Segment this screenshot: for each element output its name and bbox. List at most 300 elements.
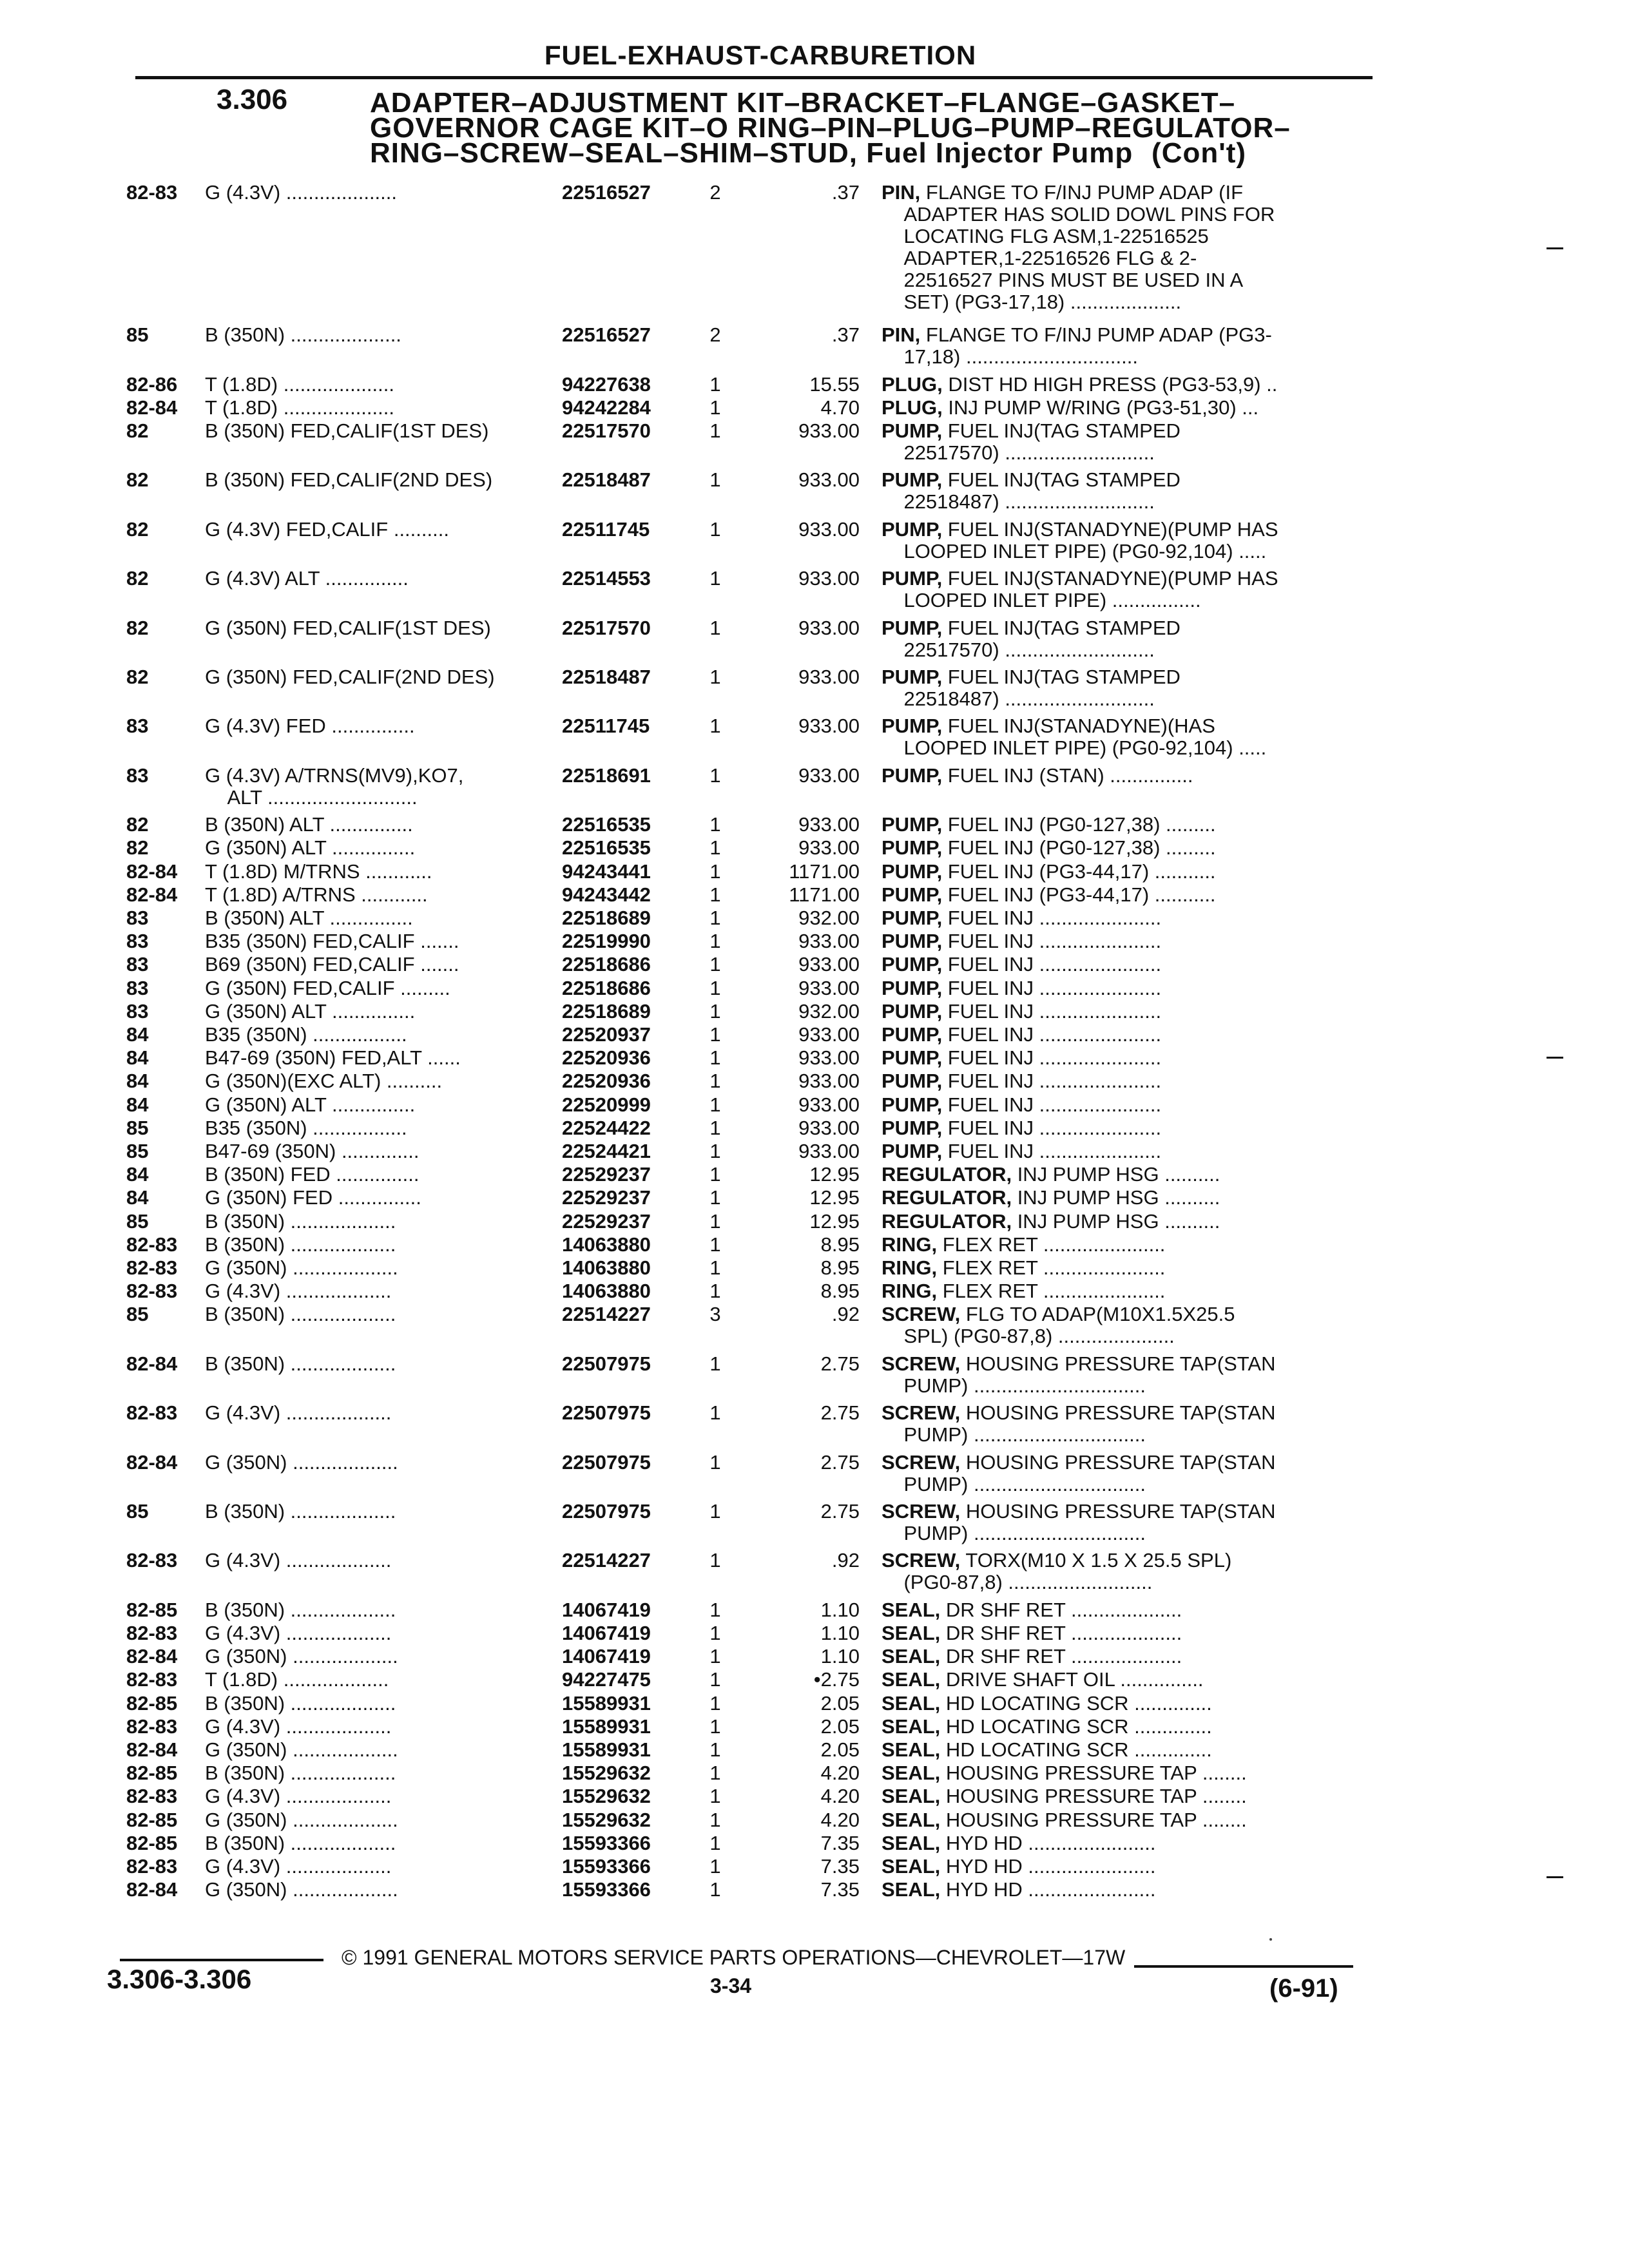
row-quantity: 1 — [709, 1549, 721, 1572]
row-description-text: FUEL INJ ...................... — [942, 1047, 1162, 1070]
row-description-name: RING, — [882, 1280, 938, 1303]
row-part-number: 22514227 — [562, 1549, 651, 1572]
row-description — [882, 884, 1352, 906]
row-year: 84 — [126, 1186, 149, 1209]
row-description-text: FUEL INJ ...................... — [942, 977, 1162, 999]
row-quantity: 1 — [709, 907, 721, 929]
section-number: 3.306 — [217, 84, 288, 115]
row-description-name: PUMP, — [882, 1093, 943, 1116]
row-description-text: FUEL INJ(STANADYNE)(HAS LOOPED INLET PIPE) (PG0-92,104) ..... — [903, 715, 1267, 760]
row-description — [882, 1599, 1352, 1621]
row-price: 932.00 — [798, 907, 860, 929]
row-description-name: SEAL, — [882, 1762, 941, 1785]
row-part-number: 22518686 — [562, 976, 651, 999]
row-year: 82-86 — [126, 372, 178, 396]
row-description-name: PUMP, — [882, 907, 943, 929]
row-model: G (4.3V) ................... — [205, 1550, 392, 1572]
row-year: 82-84 — [126, 396, 178, 419]
row-description-text: HYD HD ....................... — [940, 1856, 1156, 1878]
row-year: 82-83 — [126, 1401, 178, 1425]
row-price: .92 — [831, 1303, 860, 1326]
row-year: 83 — [126, 999, 149, 1023]
row-price: 15.55 — [809, 372, 860, 396]
row-description-name: SEAL, — [882, 1669, 941, 1691]
row-description — [882, 1693, 1352, 1715]
row-year: 82-83 — [126, 181, 178, 204]
row-model: B (350N) ................... — [205, 1233, 396, 1256]
row-description-name: SCREW, — [882, 1352, 961, 1375]
row-part-number: 22520937 — [562, 1023, 651, 1046]
footer-section-range: 3.306-3.306 — [107, 1964, 252, 1994]
row-model: G (4.3V) ................... — [205, 1715, 392, 1738]
row-part-number: 14063880 — [562, 1256, 651, 1279]
row-price: 12.95 — [809, 1209, 860, 1233]
row-part-number: 22516535 — [562, 813, 651, 836]
page-header-title: FUEL-EXHAUST-CARBURETION — [544, 40, 977, 70]
row-description-text: HYD HD ....................... — [940, 1879, 1156, 1901]
row-description-name: PUMP, — [882, 1047, 943, 1070]
row-price: 1171.00 — [789, 883, 860, 906]
row-part-number: 22520999 — [562, 1093, 651, 1116]
row-model: B47-69 (350N) .............. — [205, 1140, 419, 1162]
row-quantity: 1 — [709, 883, 721, 906]
row-price: 933.00 — [798, 1140, 860, 1162]
row-part-number: 22511745 — [562, 715, 650, 738]
row-price: 2.75 — [820, 1450, 860, 1474]
row-description — [882, 519, 1352, 562]
row-description-text: INJ PUMP HSG .......... — [1012, 1187, 1220, 1209]
edge-mark — [1547, 1057, 1563, 1059]
row-description — [882, 1879, 1352, 1901]
row-model: B (350N) ................... — [205, 1501, 396, 1523]
row-price: 933.00 — [798, 1070, 860, 1093]
row-description — [882, 1832, 1352, 1854]
row-price: 1.10 — [820, 1622, 860, 1644]
row-model: G (4.3V) .................... — [205, 182, 398, 204]
row-description-name: PIN, — [882, 324, 921, 347]
row-year: 82-83 — [126, 1233, 178, 1256]
row-quantity: 1 — [709, 1116, 721, 1139]
row-part-number: 94227638 — [562, 372, 651, 396]
row-description-text: FUEL INJ (PG3-44,17) ........... — [942, 883, 1216, 906]
row-part-number: 15593366 — [562, 1878, 651, 1901]
row-description-text: FUEL INJ ...................... — [942, 1000, 1162, 1023]
row-year: 85 — [126, 1500, 149, 1523]
row-part-number: 15529632 — [562, 1762, 651, 1785]
row-part-number: 22516527 — [562, 323, 651, 347]
row-quantity: 1 — [709, 860, 721, 883]
row-model: G (4.3V) FED,CALIF .......... — [205, 518, 449, 541]
row-description — [882, 1187, 1352, 1209]
row-model: G (350N) ALT ............... — [205, 1093, 416, 1116]
row-model: G (350N) FED,CALIF ......... — [205, 977, 450, 999]
row-description-text: HOUSING PRESSURE TAP ........ — [940, 1785, 1247, 1808]
row-description — [882, 1024, 1352, 1046]
row-description — [882, 1211, 1352, 1233]
row-description — [882, 1716, 1352, 1738]
row-model: B35 (350N) FED,CALIF ....... — [205, 930, 459, 953]
row-price: 4.20 — [820, 1785, 860, 1808]
row-part-number: 15593366 — [562, 1855, 651, 1878]
row-description — [882, 420, 1352, 464]
row-part-number: 22511745 — [562, 517, 650, 541]
row-part-number: 22520936 — [562, 1046, 651, 1070]
row-description-name: PUMP, — [882, 1117, 943, 1139]
row-description-text: FUEL INJ(STANADYNE)(PUMP HAS LOOPED INLET PIPE) ................ — [903, 568, 1278, 612]
row-model: B69 (350N) FED,CALIF ....... — [205, 954, 459, 976]
row-description-text: FUEL INJ (STAN) ............... — [942, 764, 1193, 787]
row-year: 82 — [126, 666, 149, 688]
row-description — [882, 977, 1352, 999]
row-year: 82 — [126, 813, 149, 836]
row-price: 12.95 — [809, 1163, 860, 1186]
row-year: 85 — [126, 1209, 149, 1233]
row-quantity: 1 — [709, 1668, 721, 1691]
row-year: 84 — [126, 1070, 149, 1093]
row-description-name: PUMP, — [882, 1140, 943, 1162]
row-price: 8.95 — [820, 1280, 860, 1303]
row-model: T (1.8D) .................... — [205, 373, 394, 396]
row-description-text: HOUSING PRESSURE TAP(STAN PUMP) ............................... — [903, 1352, 1276, 1397]
row-price: 933.00 — [798, 517, 860, 541]
row-description-name: PIN, — [882, 182, 921, 204]
row-year: 82-85 — [126, 1762, 178, 1785]
row-price: 12.95 — [809, 1186, 860, 1209]
row-description — [882, 1047, 1352, 1069]
row-model: T (1.8D) M/TRNS ............ — [205, 860, 432, 883]
row-description-text: FUEL INJ(TAG STAMPED 22518487) ........................... — [903, 666, 1181, 710]
row-description-text: INJ PUMP W/RING (PG3-51,30) ... — [942, 396, 1259, 419]
row-part-number: 22520936 — [562, 1070, 651, 1093]
row-description-name: SEAL, — [882, 1832, 941, 1854]
row-year: 83 — [126, 907, 149, 929]
row-year: 82-84 — [126, 1450, 178, 1474]
row-description-text: HOUSING PRESSURE TAP(STAN PUMP) ............................... — [903, 1501, 1276, 1544]
row-year: 82-84 — [126, 1645, 178, 1668]
row-price: 933.00 — [798, 1093, 860, 1116]
row-quantity: 1 — [709, 1762, 721, 1785]
row-description — [882, 1303, 1352, 1347]
row-description-name: SCREW, — [882, 1501, 961, 1523]
row-description-name: PUMP, — [882, 715, 943, 738]
row-quantity: 1 — [709, 715, 721, 738]
row-description — [882, 1094, 1352, 1116]
row-description — [882, 1646, 1352, 1667]
row-model: G (350N) FED,CALIF(2ND DES) — [205, 666, 495, 688]
row-part-number: 22518487 — [562, 468, 651, 492]
row-model: B (350N) FED,CALIF(2ND DES) — [205, 469, 493, 492]
row-model: G (350N) ................... — [205, 1739, 398, 1761]
row-part-number: 15589931 — [562, 1691, 651, 1715]
row-description-name: PUMP, — [882, 1024, 943, 1046]
row-model: B (350N) ALT ............... — [205, 907, 413, 929]
row-description-text: FUEL INJ ...................... — [942, 1024, 1162, 1046]
row-description-text: FUEL INJ (PG3-44,17) ........... — [942, 860, 1216, 883]
row-model: B (350N) ................... — [205, 1303, 396, 1326]
row-description-name: SEAL, — [882, 1879, 941, 1901]
row-description-name: PUMP, — [882, 568, 943, 590]
row-description-text: DR SHF RET .................... — [940, 1622, 1182, 1644]
row-year: 82 — [126, 517, 149, 541]
row-description-name: PUMP, — [882, 860, 943, 883]
row-part-number: 14067419 — [562, 1622, 651, 1644]
row-description-name: PUMP, — [882, 666, 943, 688]
row-part-number: 15593366 — [562, 1831, 651, 1854]
row-description — [882, 568, 1352, 611]
row-part-number: 22518686 — [562, 953, 651, 976]
row-price: 933.00 — [798, 976, 860, 999]
row-quantity: 1 — [709, 999, 721, 1023]
row-description-name: REGULATOR, — [882, 1210, 1012, 1233]
row-model: G (4.3V) ................... — [205, 1622, 392, 1644]
row-price: 7.35 — [820, 1831, 860, 1854]
row-description — [882, 1001, 1352, 1023]
row-description-text: FUEL INJ ...................... — [942, 930, 1162, 953]
row-part-number: 22517570 — [562, 616, 651, 639]
row-part-number: 22529237 — [562, 1209, 651, 1233]
row-description — [882, 324, 1352, 368]
row-description-name: SCREW, — [882, 1402, 961, 1425]
row-year: 85 — [126, 323, 149, 347]
row-quantity: 1 — [709, 419, 721, 442]
row-part-number: 15529632 — [562, 1808, 651, 1831]
row-quantity: 1 — [709, 1500, 721, 1523]
row-price: .92 — [831, 1549, 860, 1572]
row-year: 82-83 — [126, 1855, 178, 1878]
row-part-number: 22518689 — [562, 907, 651, 929]
row-part-number: 94243441 — [562, 860, 651, 883]
row-price: 933.00 — [798, 1046, 860, 1070]
row-quantity: 1 — [709, 1233, 721, 1256]
row-part-number: 22507975 — [562, 1450, 651, 1474]
row-part-number: 22516527 — [562, 181, 651, 204]
row-description — [882, 469, 1352, 513]
row-year: 82-83 — [126, 1549, 178, 1572]
row-price: 933.00 — [798, 419, 860, 442]
row-year: 83 — [126, 976, 149, 999]
row-quantity: 1 — [709, 1738, 721, 1761]
row-description-name: PUMP, — [882, 954, 943, 976]
row-quantity: 1 — [709, 1598, 721, 1621]
row-description-text: HOUSING PRESSURE TAP(STAN PUMP) ............................... — [903, 1402, 1276, 1446]
row-quantity: 1 — [709, 1163, 721, 1186]
row-quantity: 1 — [709, 953, 721, 976]
row-part-number: 22518691 — [562, 764, 651, 787]
row-model: G (4.3V) ................... — [205, 1856, 392, 1878]
row-quantity: 1 — [709, 396, 721, 419]
row-description-name: SEAL, — [882, 1646, 941, 1668]
row-price: 2.75 — [820, 1500, 860, 1523]
row-quantity: 1 — [709, 1808, 721, 1831]
row-description-name: PUMP, — [882, 1000, 943, 1023]
row-description-name: SEAL, — [882, 1599, 941, 1621]
row-quantity: 2 — [709, 181, 721, 204]
row-price: 8.95 — [820, 1233, 860, 1256]
row-year: 82 — [126, 468, 149, 492]
row-quantity: 1 — [709, 1715, 721, 1738]
row-description-name: PUMP, — [882, 930, 943, 953]
row-description — [882, 1280, 1352, 1302]
row-description — [882, 397, 1352, 419]
row-model: B (350N) FED ............... — [205, 1164, 419, 1186]
row-part-number: 22514553 — [562, 567, 651, 590]
row-description-name: PUMP, — [882, 764, 943, 787]
row-part-number: 22518689 — [562, 999, 651, 1023]
footer-page-number: 3-34 — [710, 1974, 752, 1997]
row-quantity: 1 — [709, 1691, 721, 1715]
row-price: 933.00 — [798, 616, 860, 639]
section-title — [370, 87, 1362, 169]
row-price: 933.00 — [798, 1116, 860, 1139]
row-quantity: 1 — [709, 1256, 721, 1279]
row-year: 83 — [126, 764, 149, 787]
row-description-text: DR SHF RET .................... — [940, 1599, 1182, 1621]
row-description-text: FUEL INJ ...................... — [942, 1140, 1162, 1162]
row-description-text: FUEL INJ(STANADYNE)(PUMP HAS LOOPED INLET PIPE) (PG0-92,104) ..... — [903, 518, 1278, 562]
row-description-text: FLEX RET ...................... — [937, 1257, 1166, 1279]
footer-date: (6-91) — [1269, 1974, 1338, 2003]
row-part-number: 14067419 — [562, 1598, 651, 1621]
row-quantity: 1 — [709, 1622, 721, 1644]
row-quantity: 1 — [709, 372, 721, 396]
row-part-number: 15589931 — [562, 1738, 651, 1761]
row-price: .37 — [831, 323, 860, 347]
row-year: 82-83 — [126, 1256, 178, 1279]
row-description-text: HD LOCATING SCR .............. — [940, 1715, 1212, 1738]
row-description-name: PLUG, — [882, 373, 943, 396]
row-description-name: PUMP, — [882, 1070, 943, 1093]
row-quantity: 1 — [709, 836, 721, 860]
row-description — [882, 1140, 1352, 1162]
row-description-name: PLUG, — [882, 396, 943, 419]
row-description-text: INJ PUMP HSG .......... — [1012, 1210, 1220, 1233]
row-part-number: 15529632 — [562, 1785, 651, 1808]
row-model: G (350N) FED ............... — [205, 1187, 421, 1209]
row-year: 82-85 — [126, 1831, 178, 1854]
row-part-number: 22507975 — [562, 1401, 651, 1425]
row-year: 82-83 — [126, 1715, 178, 1738]
row-part-number: 15589931 — [562, 1715, 651, 1738]
row-description-name: SEAL, — [882, 1785, 941, 1808]
row-description-name: SCREW, — [882, 1550, 961, 1572]
row-model: B (350N) ................... — [205, 1832, 396, 1854]
row-model: B (350N) FED,CALIF(1ST DES) — [205, 420, 489, 442]
row-model: G (350N) ................... — [205, 1809, 398, 1831]
row-price: 2.05 — [820, 1715, 860, 1738]
row-price: 4.20 — [820, 1762, 860, 1785]
row-description — [882, 1402, 1352, 1446]
row-quantity: 1 — [709, 567, 721, 590]
row-description-text: HOUSING PRESSURE TAP ........ — [940, 1762, 1247, 1785]
row-description — [882, 1622, 1352, 1644]
row-description-name: SEAL, — [882, 1856, 941, 1878]
row-price: 1171.00 — [789, 860, 860, 883]
row-year: 85 — [126, 1303, 149, 1326]
row-year: 85 — [126, 1140, 149, 1162]
row-quantity: 1 — [709, 1186, 721, 1209]
row-part-number: 22519990 — [562, 930, 651, 953]
row-quantity: 1 — [709, 1209, 721, 1233]
row-price: 933.00 — [798, 953, 860, 976]
row-year: 82-85 — [126, 1598, 178, 1621]
row-description — [882, 666, 1352, 710]
row-part-number: 14063880 — [562, 1280, 651, 1303]
row-description — [882, 617, 1352, 661]
row-model: B47-69 (350N) FED,ALT ...... — [205, 1047, 461, 1070]
row-year: 83 — [126, 953, 149, 976]
row-quantity: 1 — [709, 1401, 721, 1425]
row-quantity: 1 — [709, 666, 721, 688]
row-description-name: PUMP, — [882, 814, 943, 836]
row-model: G (4.3V) ALT ............... — [205, 568, 409, 590]
row-year: 82-85 — [126, 1691, 178, 1715]
row-year: 82 — [126, 616, 149, 639]
row-quantity: 1 — [709, 1070, 721, 1093]
row-year: 82-84 — [126, 1738, 178, 1761]
row-model: G (350N)(EXC ALT) .......... — [205, 1070, 443, 1093]
row-model: B (350N) ................... — [205, 1599, 396, 1621]
row-description-name: SEAL, — [882, 1622, 941, 1644]
row-quantity: 1 — [709, 1878, 721, 1901]
row-description-name: SEAL, — [882, 1739, 941, 1761]
row-description-text: FUEL INJ(TAG STAMPED 22518487) ........................... — [903, 469, 1181, 514]
row-description-name: SEAL, — [882, 1715, 941, 1738]
row-year: 82 — [126, 836, 149, 860]
row-description-text: FUEL INJ ...................... — [942, 954, 1162, 976]
footer-copyright: © 1991 GENERAL MOTORS SERVICE PARTS OPERATIONS—CHEVROLET—17W — [342, 1946, 1126, 1969]
row-model: G (350N) ................... — [205, 1646, 398, 1668]
row-price: 1.10 — [820, 1645, 860, 1668]
row-description-text: HOUSING PRESSURE TAP(STAN PUMP) ............................... — [903, 1451, 1276, 1495]
row-year: 82-85 — [126, 1808, 178, 1831]
row-description-name: SEAL, — [882, 1809, 941, 1831]
row-description-text: TORX(M10 X 1.5 X 25.5 SPL) (PG0-87,8) .......................... — [903, 1550, 1232, 1594]
row-model: B35 (350N) ................. — [205, 1024, 407, 1046]
row-price: 7.35 — [820, 1855, 860, 1878]
row-description-text: FUEL INJ(TAG STAMPED 22517570) ........................... — [903, 617, 1181, 661]
row-description-name: REGULATOR, — [882, 1187, 1012, 1209]
row-year: 82-84 — [126, 860, 178, 883]
row-year: 84 — [126, 1023, 149, 1046]
row-description-text: FUEL INJ ...................... — [942, 1093, 1162, 1116]
row-part-number: 14067419 — [562, 1645, 651, 1668]
row-description-name: RING, — [882, 1257, 938, 1279]
row-price: 2.75 — [820, 1352, 860, 1375]
row-description-text: INJ PUMP HSG .......... — [1012, 1164, 1220, 1186]
row-price: 2.05 — [820, 1738, 860, 1761]
row-year: 82-84 — [126, 1878, 178, 1901]
row-description — [882, 1257, 1352, 1279]
row-description-text: DR SHF RET .................... — [940, 1646, 1182, 1668]
row-model: B (350N) ................... — [205, 1692, 396, 1715]
row-quantity: 1 — [709, 1280, 721, 1303]
row-quantity: 1 — [709, 1855, 721, 1878]
row-price: 933.00 — [798, 715, 860, 738]
row-description-text: FUEL INJ (PG0-127,38) ......... — [942, 814, 1216, 836]
row-quantity: 1 — [709, 1093, 721, 1116]
row-model: G (350N) ................... — [205, 1451, 398, 1474]
row-description — [882, 1785, 1352, 1807]
row-description — [882, 1501, 1352, 1544]
row-description — [882, 1234, 1352, 1256]
row-description — [882, 374, 1352, 396]
row-quantity: 1 — [709, 813, 721, 836]
row-quantity: 1 — [709, 1785, 721, 1808]
print-speck — [1269, 1938, 1272, 1941]
footer-rule-left — [120, 1959, 323, 1961]
row-description-name: SCREW, — [882, 1451, 961, 1474]
row-model: B35 (350N) ................. — [205, 1117, 407, 1139]
